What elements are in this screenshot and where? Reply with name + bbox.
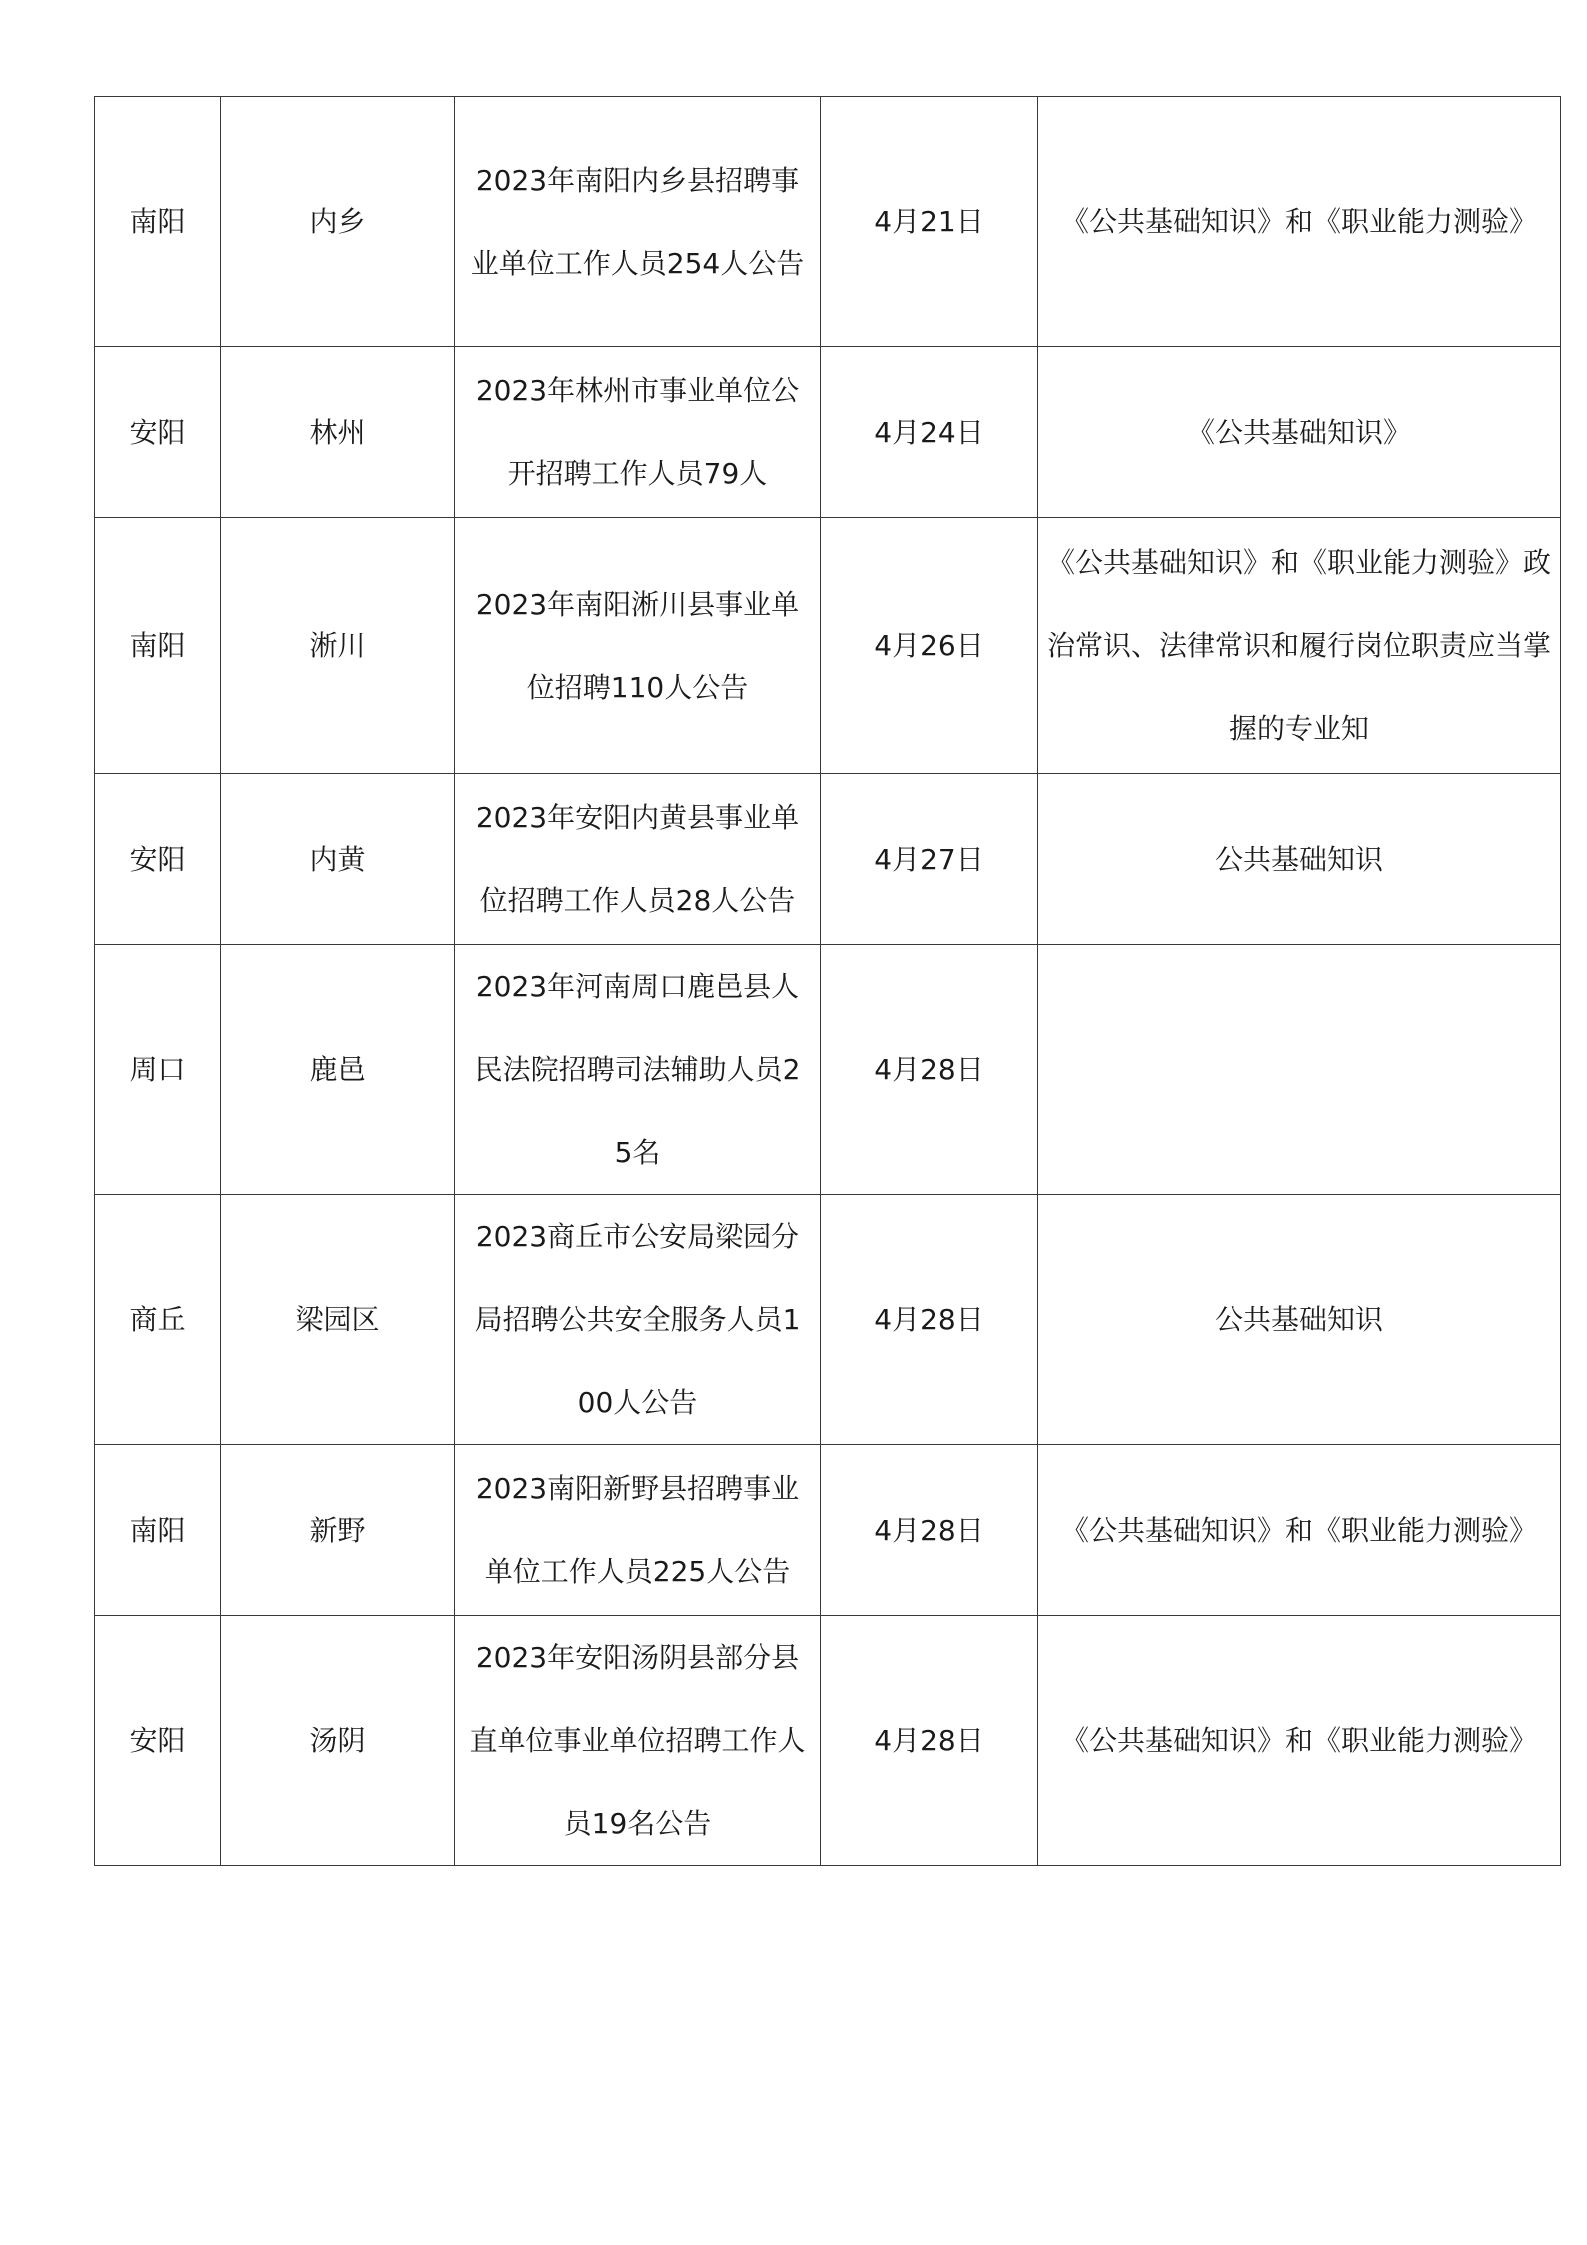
- table-row: [95, 97, 1561, 347]
- city-cell: 商丘: [95, 1195, 221, 1445]
- exam-date-cell: 4月26日: [821, 518, 1038, 774]
- table-row: [95, 774, 1561, 945]
- city-cell: 南阳: [95, 1445, 221, 1616]
- city-cell: 安阳: [95, 347, 221, 518]
- county-cell: 鹿邑: [221, 945, 455, 1195]
- exam-date-cell: 4月27日: [821, 774, 1038, 945]
- county-cell: 梁园区: [221, 1195, 455, 1445]
- exam-date-cell: 4月28日: [821, 945, 1038, 1195]
- table-row: [95, 1445, 1561, 1616]
- table-row: [95, 347, 1561, 518]
- city-cell: 周口: [95, 945, 221, 1195]
- city-cell: 安阳: [95, 774, 221, 945]
- recruitment-table: [94, 96, 1561, 1866]
- city-cell: 南阳: [95, 518, 221, 774]
- table-row: [95, 1195, 1561, 1445]
- county-cell: 汤阴: [221, 1616, 455, 1866]
- exam-date-cell: 4月24日: [821, 347, 1038, 518]
- exam-date-cell: 4月28日: [821, 1616, 1038, 1866]
- announcement-title-cell: 2023商丘市公安局梁园分局招聘公共安全服务人员100人公告: [455, 1195, 821, 1445]
- announcement-title-cell: 2023年河南周口鹿邑县人民法院招聘司法辅助人员25名: [455, 945, 821, 1195]
- announcement-title-cell: 2023年林州市事业单位公开招聘工作人员79人: [455, 347, 821, 518]
- exam-subject-cell: [1038, 945, 1561, 1195]
- exam-date-cell: 4月28日: [821, 1195, 1038, 1445]
- county-cell: 内黄: [221, 774, 455, 945]
- announcement-title-cell: 2023年南阳淅川县事业单位招聘110人公告: [455, 518, 821, 774]
- exam-subject-cell: 公共基础知识: [1038, 774, 1561, 945]
- exam-subject-cell: 《公共基础知识》和《职业能力测验》: [1038, 1616, 1561, 1866]
- table-row: [95, 945, 1561, 1195]
- county-cell: 内乡: [221, 97, 455, 347]
- city-cell: 安阳: [95, 1616, 221, 1866]
- county-cell: 淅川: [221, 518, 455, 774]
- exam-subject-cell: 《公共基础知识》和《职业能力测验》: [1038, 97, 1561, 347]
- exam-date-cell: 4月21日: [821, 97, 1038, 347]
- exam-subject-cell: 《公共基础知识》和《职业能力测验》政治常识、法律常识和履行岗位职责应当掌握的专业知: [1038, 518, 1561, 774]
- announcement-title-cell: 2023年安阳内黄县事业单位招聘工作人员28人公告: [455, 774, 821, 945]
- exam-date-cell: 4月28日: [821, 1445, 1038, 1616]
- exam-subject-cell: 《公共基础知识》: [1038, 347, 1561, 518]
- exam-subject-cell: 公共基础知识: [1038, 1195, 1561, 1445]
- announcement-title-cell: 2023年安阳汤阴县部分县直单位事业单位招聘工作人员19名公告: [455, 1616, 821, 1866]
- county-cell: 林州: [221, 347, 455, 518]
- announcement-title-cell: 2023年南阳内乡县招聘事业单位工作人员254人公告: [455, 97, 821, 347]
- city-cell: 南阳: [95, 97, 221, 347]
- county-cell: 新野: [221, 1445, 455, 1616]
- table-row: [95, 1616, 1561, 1866]
- exam-subject-cell: 《公共基础知识》和《职业能力测验》: [1038, 1445, 1561, 1616]
- table-row: [95, 518, 1561, 774]
- announcement-title-cell: 2023南阳新野县招聘事业单位工作人员225人公告: [455, 1445, 821, 1616]
